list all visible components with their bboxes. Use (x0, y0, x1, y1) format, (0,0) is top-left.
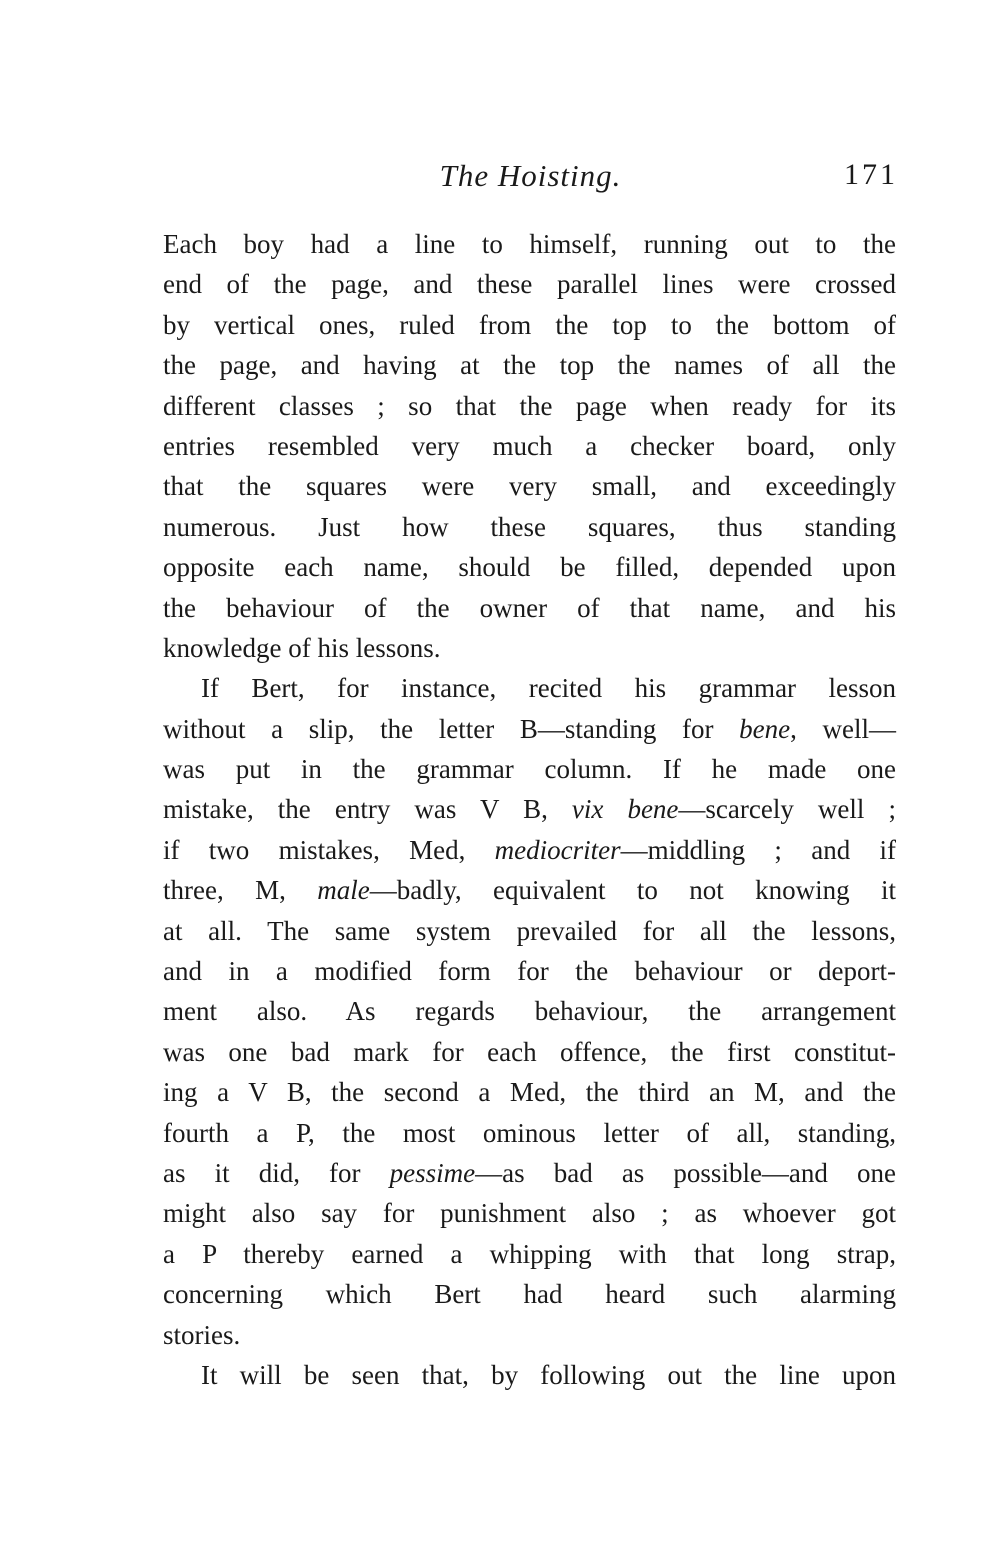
text-line: end of the page, and these parallel lines were crossed (163, 269, 896, 300)
text-line: knowledge of his lessons. (163, 632, 441, 663)
text-line: that the squares were very small, and exceedingly (163, 471, 896, 502)
text-line: entries resembled very much a checker board, only (163, 430, 896, 461)
text-line: ing a V B, the second a Med, the third an M, and the (163, 1077, 896, 1108)
text-line: was one bad mark for each offence, the first constitut- (163, 1036, 896, 1067)
paragraph-3 (163, 1355, 896, 1395)
text-line: might also say for punishment also ; as whoever got (163, 1198, 896, 1229)
paragraph-2 (163, 668, 896, 1355)
running-title: The Hoisting. (439, 158, 622, 193)
text-line: was put in the grammar column. If he made one (163, 754, 896, 785)
text-line: three, M, male—badly, equivalent to not knowing it (163, 875, 896, 906)
text-line: without a slip, the letter B—standing for bene, well— (163, 713, 896, 744)
body-text (163, 224, 896, 1395)
text-line: as it did, for pessime—as bad as possible—and one (163, 1157, 896, 1188)
text-line: concerning which Bert had heard such alarming (163, 1279, 896, 1310)
text-line: a P thereby earned a whipping with that long strap, (163, 1238, 896, 1269)
text-line: the page, and having at the top the names of all the (163, 350, 896, 381)
text-line: If Bert, for instance, recited his grammar lesson (201, 673, 896, 704)
paragraph-1 (163, 224, 896, 668)
page-number: 171 (844, 158, 898, 191)
text-line: and in a modified form for the behaviour or deport- (163, 956, 896, 987)
text-line: if two mistakes, Med, mediocriter—middling ; and if (163, 834, 896, 865)
text-line: at all. The same system prevailed for all the lessons, (163, 915, 896, 946)
text-line: It will be seen that, by following out the line upon (201, 1359, 896, 1390)
text-line: Each boy had a line to himself, running out to the (163, 229, 896, 259)
text-line: opposite each name, should be filled, depended upon (163, 552, 896, 583)
text-line: stories. (163, 1319, 241, 1350)
text-line: ment also. As regards behaviour, the arrangement (163, 996, 896, 1027)
text-line: different classes ; so that the page when ready for its (163, 390, 896, 421)
text-line: the behaviour of the owner of that name, and his (163, 592, 896, 623)
running-head (163, 158, 898, 202)
text-line: numerous. Just how these squares, thus standing (163, 511, 896, 542)
text-line: mistake, the entry was V B, vix bene—scarcely well ; (163, 794, 896, 825)
text-line: fourth a P, the most ominous letter of all, standing, (163, 1117, 896, 1148)
text-line: by vertical ones, ruled from the top to the bottom of (163, 309, 896, 340)
